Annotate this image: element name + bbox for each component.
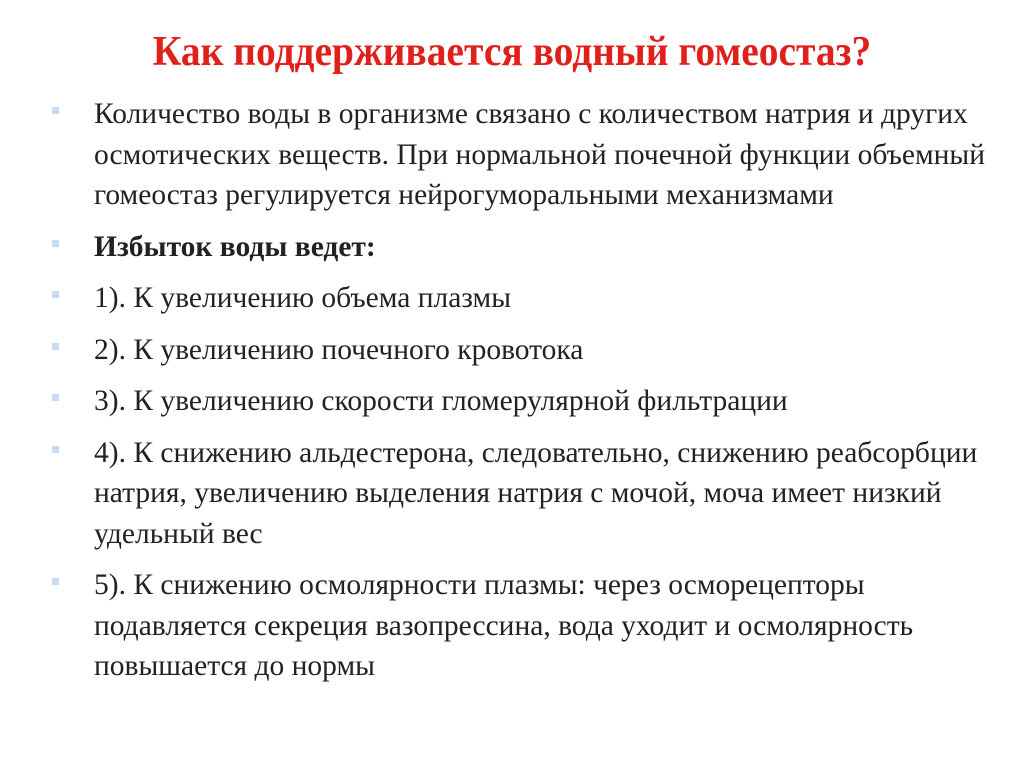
bullet-item: [52, 227, 1002, 268]
bullet-item: [52, 433, 1002, 555]
bullet-text: Количество воды в организме связано с количеством натрия и других осмотических веществ. При нормальной почечной функции объемный гомеостаз регулируется нейрогуморальными механизмами: [94, 98, 986, 211]
bullet-item: [52, 565, 1002, 687]
square-bullet-icon: [52, 446, 59, 453]
square-bullet-icon: [52, 240, 59, 247]
square-bullet-icon: [52, 107, 59, 114]
bullet-item: [52, 278, 1002, 319]
bullet-item: [52, 330, 1002, 371]
square-bullet-icon: [52, 291, 59, 298]
bullet-item: [52, 381, 1002, 422]
bullet-text: Избыток воды ведет:: [94, 230, 376, 263]
square-bullet-icon: [52, 343, 59, 350]
bullet-text: 3). К увеличению скорости гломерулярной фильтрации: [94, 385, 788, 417]
bullet-text: 2). К увеличению почечного кровотока: [94, 333, 584, 366]
bullet-text: 5). К снижению осмолярности плазмы: через осморецепторы подавляется секреция вазопрессина, вода уходит и осмолярность повышается до нормы: [94, 569, 914, 682]
bullet-text: 4). К снижению альдестерона, следовательно, снижению реабсорбции натрия, увеличению выделения натрия с мочой, моча имеет низкий удельный вес: [94, 436, 978, 550]
bullet-item: [52, 94, 1002, 216]
square-bullet-icon: [52, 394, 59, 401]
slide-title: Как поддерживается водный гомеостаз?: [152, 29, 872, 75]
bullet-list: [52, 94, 1002, 698]
square-bullet-icon: [52, 578, 59, 585]
bullet-text: 1). К увеличению объема плазмы: [94, 282, 512, 314]
